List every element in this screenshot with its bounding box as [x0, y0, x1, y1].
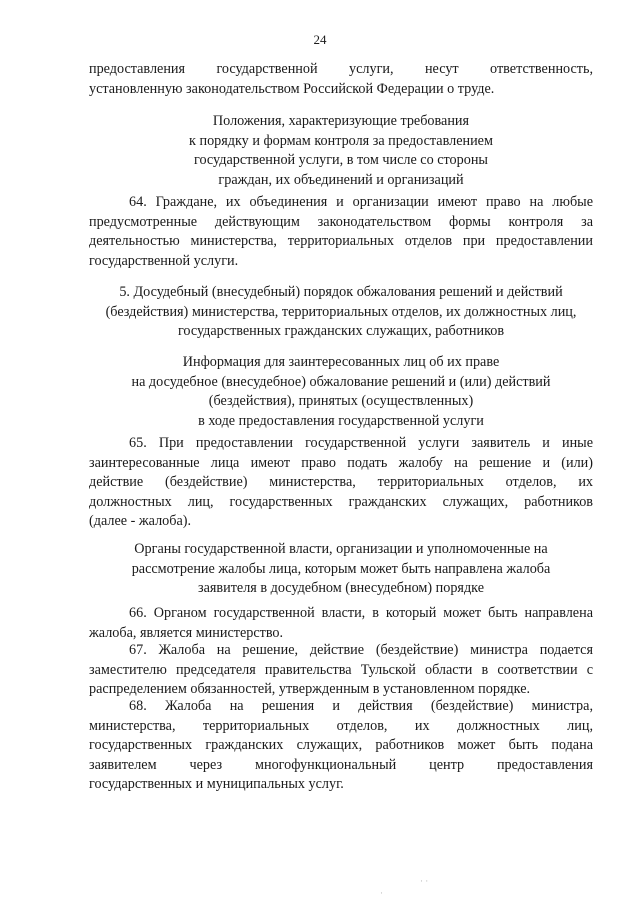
section-heading-bodies — [89, 540, 593, 599]
paragraph-64 — [89, 193, 593, 271]
heading-line: (бездействия) министерства, территориальных отделов, их должностных лиц, — [105, 303, 577, 320]
heading-line: рассмотрение жалобы лица, которым может быть направлена жалоба — [131, 560, 551, 577]
paragraph-68 — [89, 697, 593, 795]
paragraph-continuation — [89, 60, 593, 99]
text-line: 68. Жалоба на решения и действия (бездействие) министра, — [129, 698, 593, 714]
heading-line: в ходе предоставления государственной услуги — [198, 412, 484, 429]
text-line: 64. Граждане, их объединения и организации имеют право на любые — [129, 194, 593, 210]
heading-line: государственной услуги, в том числе со стороны — [194, 152, 488, 168]
text-line: государственной услуги. — [89, 252, 239, 269]
text-line: установленную законодательством Российской Федерации о труде. — [89, 80, 495, 97]
section-heading-control — [89, 112, 593, 190]
heading-line: к порядку и формам контроля за предоставлением — [189, 132, 493, 149]
heading-line: Органы государственной власти, организации и уполномоченные на — [134, 541, 548, 557]
text-line: государственных и муниципальных услуг. — [89, 776, 344, 792]
heading-line: заявителя в досудебном (внесудебном) порядке — [198, 580, 484, 596]
text-line: деятельностью министерства, территориальных отделов при предоставлении — [89, 233, 593, 249]
text-line: жалоба, является министерство. — [89, 624, 284, 641]
text-line: государственных гражданских служащих, работников может быть подана — [89, 737, 593, 753]
heading-line: (бездействия), принятых (осуществленных) — [208, 393, 474, 409]
text-line: 67. Жалоба на решение, действие (бездействие) министра подается — [129, 642, 593, 658]
text-line: министерства, территориальных отделов, их должностных лиц, — [89, 717, 593, 734]
text-line: должностных лиц, государственных гражданских служащих, работников — [89, 493, 593, 510]
heading-line: граждан, их объединений и организаций — [218, 171, 464, 188]
text-line: распределением обязанностей, утвержденным в установленном порядке. — [89, 681, 531, 697]
text-line: заместителю председателя правительства Тульской области в соответствии с — [89, 661, 593, 678]
heading-line: на досудебное (внесудебное) обжалование решений и (или) действий — [131, 373, 551, 390]
heading-line: 5. Досудебный (внесудебный) порядок обжалования решений и действий — [119, 284, 563, 300]
page-number: 24 — [313, 32, 327, 47]
scan-speck: · · — [420, 876, 429, 886]
text-line: (далее - жалоба). — [89, 513, 192, 529]
text-line: предусмотренные действующим законодательством формы контроля за — [89, 213, 593, 230]
heading-line: государственных гражданских служащих, работников — [177, 323, 505, 339]
text-line: заинтересованные лица имеют право подать жалобу на решение и (или) — [89, 454, 593, 471]
heading-line: Положения, характеризующие требования — [212, 113, 470, 129]
paragraph-66 — [89, 604, 593, 643]
section-heading-information — [89, 353, 593, 431]
section-heading-5 — [89, 283, 593, 342]
text-line: заявителем через многофункциональный центр предоставления — [89, 756, 593, 773]
text-line: 65. При предоставлении государственной услуги заявитель и иные — [129, 435, 593, 451]
paragraph-65 — [89, 434, 593, 532]
heading-line: Информация для заинтересованных лиц об их праве — [182, 354, 500, 370]
paragraph-67 — [89, 641, 593, 700]
text-line: 66. Органом государственной власти, в который может быть направлена — [129, 605, 593, 621]
scan-speck: · — [380, 888, 383, 898]
text-line: действие (бездействие) министерства, территориальных отделов, их — [89, 474, 593, 490]
text-line: предоставления государственной услуги, несут ответственность, — [89, 61, 593, 77]
